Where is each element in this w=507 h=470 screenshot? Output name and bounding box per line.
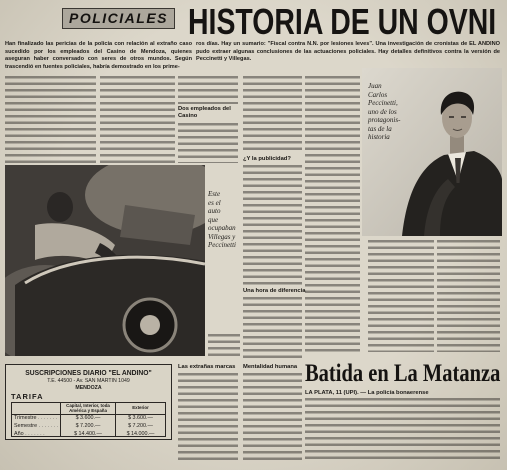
tariff-local: $ 7.200.— (60, 422, 115, 430)
caption-line: Juan (368, 82, 382, 90)
tariff-header-exterior: Exterior (115, 403, 165, 414)
subhead-marcas: Las extrañas marcas (178, 364, 236, 370)
caption-peccinetti (368, 82, 400, 142)
subhead-publicidad: ¿Y la publicidad? (243, 156, 291, 162)
subhead-mentalidad: Mentalidad humana (243, 364, 298, 370)
section-tag (62, 8, 175, 29)
tariff-local: $ 3.600.— (60, 414, 115, 422)
tariff-period: Semestre . . . (12, 422, 60, 430)
body-text-column-7 (437, 240, 500, 352)
body-text-column-4a (243, 76, 302, 154)
body-text-column-1 (5, 76, 96, 163)
body-text-column-3b (178, 123, 238, 163)
caption-line: Villegas y (208, 232, 236, 241)
caption-line: historia (368, 133, 390, 141)
caption-line: Peccinetti, (368, 99, 398, 107)
caption-line: que (208, 215, 219, 224)
body-text-column-6 (368, 240, 434, 352)
tariff-local: $ 14.400.— (60, 430, 115, 437)
body-text-column-4b (243, 165, 302, 286)
subhead-hora: Una hora de diferencia (243, 288, 306, 294)
caption-line: uno de los (368, 107, 397, 116)
subscription-box (5, 364, 172, 440)
caption-line: protagonis- (368, 116, 401, 124)
caption-line: Carlos (368, 90, 388, 99)
caption-line: Este (208, 190, 221, 198)
body-text-column-4c (243, 297, 302, 362)
body-text-column-3a (178, 76, 238, 104)
caption-line: ocupaban (208, 224, 236, 232)
caption-line: Peccinetti (208, 241, 236, 249)
body-text-column-4d (243, 373, 302, 461)
tariff-exterior: $ 3.600.— (115, 414, 165, 422)
tariff-label: TARIFA (11, 392, 44, 401)
subscription-address: T.E. 44500 - Av. SAN MARTIN 1049 (47, 378, 130, 384)
car-hubcap (140, 315, 160, 335)
tariff-row (12, 430, 165, 437)
tariff-exterior: $ 14.000.— (115, 430, 165, 437)
intro-text-right: ros días. Hay un sumario: "Fiscal contra N.N. por lesiones leves". Una investigación de cronistas de EL ANDINO pudo extraer algunas conclusiones de las actuaciones policiales. Hay detalles definitivos contra la versión de Peccinetti y Villegas. (196, 41, 500, 63)
subscription-title: SUSCRIPCIONES DIARIO "EL ANDINO" (25, 368, 152, 377)
body-text-column-3d (178, 373, 238, 461)
tariff-table (11, 402, 166, 437)
tariff-row (12, 414, 165, 422)
tariff-header-local: Capital, Interior, toda América y España (60, 403, 115, 414)
tariff-period: Año . . . (12, 430, 60, 437)
headline: HISTORIA DE UN OVNI (188, 1, 497, 42)
tariff-row (12, 422, 165, 430)
subhead-empleados: Dos empleados del Casino (178, 106, 231, 119)
body-text-column-2 (100, 76, 175, 163)
tariff-period: Trimestre . . . (12, 414, 60, 422)
caption-line: es el (208, 198, 221, 207)
body-text-column-3c (208, 334, 240, 358)
second-story-body (305, 398, 500, 462)
caption-car (208, 190, 236, 250)
caption-line: tas de la (368, 124, 392, 133)
photo-car (5, 165, 205, 356)
caption-line: auto (208, 207, 221, 215)
section-label: POLICIALES (68, 10, 168, 26)
second-story-dateline: LA PLATA, 11 (UPI). — La policía bonaerense (305, 390, 429, 396)
second-story-headline: Batida en La Matanza (305, 360, 501, 387)
subscription-city: MENDOZA (75, 385, 102, 391)
tariff-header-empty (12, 403, 60, 414)
intro-text-left: Han finalizado las pericias de la policía con relación al extraño caso sucedido por los empleados del Casino de Mendoza, quienes aseguran haber conversado con seres de otros mundos. Según trascendió en fuentes policiales, habría demostrado en los prime- (5, 41, 192, 70)
tariff-exterior: $ 7.200.— (115, 422, 165, 430)
body-text-column-5 (305, 76, 360, 352)
